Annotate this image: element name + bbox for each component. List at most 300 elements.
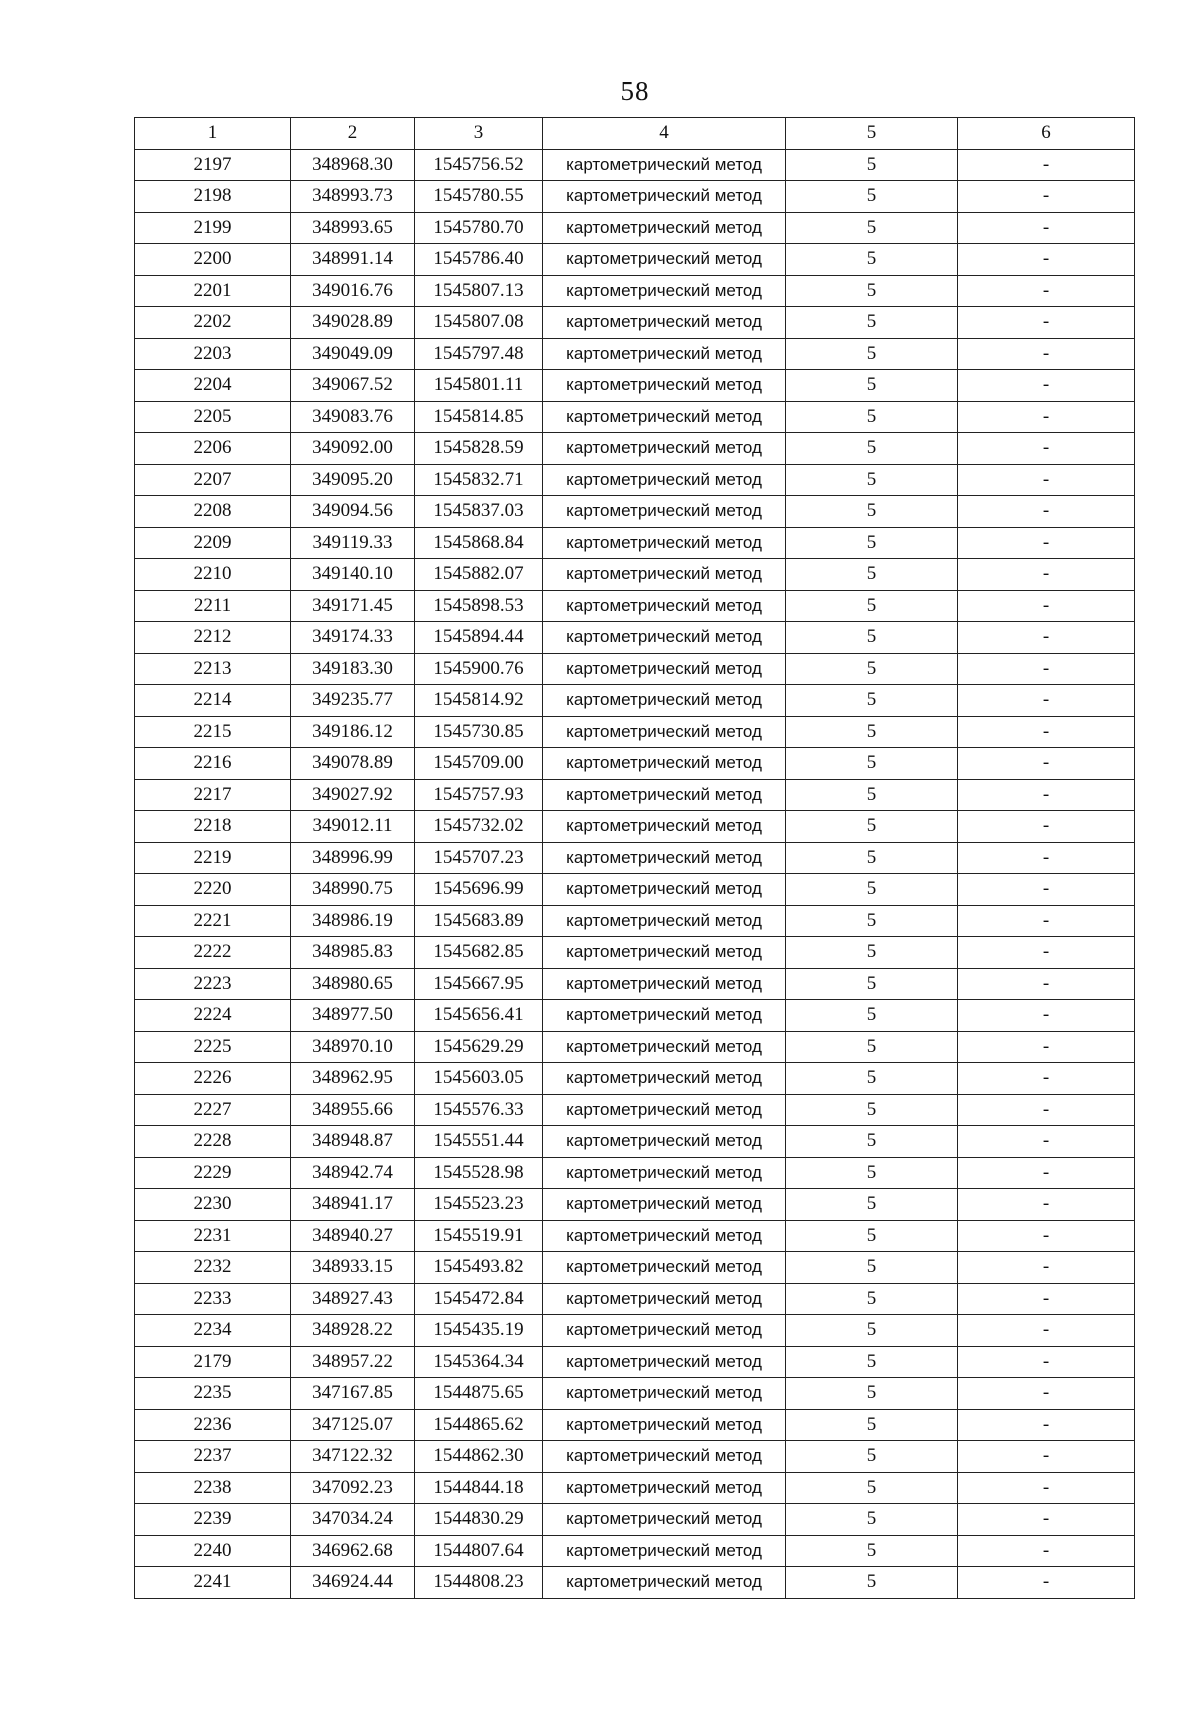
y-coordinate-cell: 1545837.03 (415, 496, 543, 528)
accuracy-cell: 5 (786, 1504, 958, 1536)
point-number-cell: 2225 (135, 1031, 291, 1063)
table-row (135, 779, 1135, 811)
page-number: 58 (620, 76, 650, 106)
method-cell: картометрический метод (543, 370, 786, 402)
y-coordinate-cell: 1545603.05 (415, 1063, 543, 1095)
y-coordinate-cell: 1545757.93 (415, 779, 543, 811)
x-coordinate-cell: 349174.33 (291, 622, 415, 654)
method-cell: картометрический метод (543, 874, 786, 906)
table-row (135, 905, 1135, 937)
note-cell: - (958, 1472, 1135, 1504)
table-row (135, 1000, 1135, 1032)
method-cell: картометрический метод (543, 1567, 786, 1599)
method-cell: картометрический метод (543, 716, 786, 748)
accuracy-cell: 5 (786, 716, 958, 748)
table-row (135, 1220, 1135, 1252)
column-header-1: 1 (135, 118, 291, 150)
note-cell: - (958, 1504, 1135, 1536)
x-coordinate-cell: 348993.73 (291, 181, 415, 213)
note-cell: - (958, 338, 1135, 370)
point-number-cell: 2226 (135, 1063, 291, 1095)
table-row (135, 1252, 1135, 1284)
table-row (135, 874, 1135, 906)
y-coordinate-cell: 1545797.48 (415, 338, 543, 370)
method-cell: картометрический метод (543, 937, 786, 969)
point-number-cell: 2199 (135, 212, 291, 244)
table-row (135, 244, 1135, 276)
y-coordinate-cell: 1545682.85 (415, 937, 543, 969)
note-cell: - (958, 1567, 1135, 1599)
column-header-2: 2 (291, 118, 415, 150)
y-coordinate-cell: 1545656.41 (415, 1000, 543, 1032)
note-cell: - (958, 1220, 1135, 1252)
x-coordinate-cell: 348977.50 (291, 1000, 415, 1032)
accuracy-cell: 5 (786, 874, 958, 906)
y-coordinate-cell: 1544807.64 (415, 1535, 543, 1567)
table-row (135, 937, 1135, 969)
y-coordinate-cell: 1545801.11 (415, 370, 543, 402)
accuracy-cell: 5 (786, 779, 958, 811)
x-coordinate-cell: 349171.45 (291, 590, 415, 622)
x-coordinate-cell: 349092.00 (291, 433, 415, 465)
accuracy-cell: 5 (786, 527, 958, 559)
point-number-cell: 2203 (135, 338, 291, 370)
method-cell: картометрический метод (543, 1126, 786, 1158)
table-row (135, 1283, 1135, 1315)
table-row (135, 685, 1135, 717)
note-cell: - (958, 937, 1135, 969)
table-header-row (135, 118, 1135, 150)
note-cell: - (958, 370, 1135, 402)
method-cell: картометрический метод (543, 905, 786, 937)
note-cell: - (958, 1283, 1135, 1315)
y-coordinate-cell: 1545364.34 (415, 1346, 543, 1378)
y-coordinate-cell: 1545894.44 (415, 622, 543, 654)
note-cell: - (958, 1535, 1135, 1567)
accuracy-cell: 5 (786, 559, 958, 591)
note-cell: - (958, 433, 1135, 465)
method-cell: картометрический метод (543, 622, 786, 654)
point-number-cell: 2210 (135, 559, 291, 591)
accuracy-cell: 5 (786, 811, 958, 843)
point-number-cell: 2241 (135, 1567, 291, 1599)
accuracy-cell: 5 (786, 937, 958, 969)
y-coordinate-cell: 1545786.40 (415, 244, 543, 276)
y-coordinate-cell: 1545898.53 (415, 590, 543, 622)
table-row (135, 401, 1135, 433)
y-coordinate-cell: 1545780.55 (415, 181, 543, 213)
accuracy-cell: 5 (786, 622, 958, 654)
accuracy-cell: 5 (786, 1409, 958, 1441)
x-coordinate-cell: 349028.89 (291, 307, 415, 339)
accuracy-cell: 5 (786, 338, 958, 370)
y-coordinate-cell: 1545756.52 (415, 149, 543, 181)
method-cell: картометрический метод (543, 1378, 786, 1410)
accuracy-cell: 5 (786, 181, 958, 213)
table-row (135, 748, 1135, 780)
x-coordinate-cell: 348941.17 (291, 1189, 415, 1221)
accuracy-cell: 5 (786, 464, 958, 496)
x-coordinate-cell: 348991.14 (291, 244, 415, 276)
table-row (135, 181, 1135, 213)
table-row (135, 433, 1135, 465)
x-coordinate-cell: 346962.68 (291, 1535, 415, 1567)
y-coordinate-cell: 1545519.91 (415, 1220, 543, 1252)
note-cell: - (958, 874, 1135, 906)
note-cell: - (958, 307, 1135, 339)
accuracy-cell: 5 (786, 244, 958, 276)
note-cell: - (958, 968, 1135, 1000)
method-cell: картометрический метод (543, 307, 786, 339)
point-number-cell: 2214 (135, 685, 291, 717)
point-number-cell: 2200 (135, 244, 291, 276)
y-coordinate-cell: 1545900.76 (415, 653, 543, 685)
accuracy-cell: 5 (786, 1567, 958, 1599)
x-coordinate-cell: 348970.10 (291, 1031, 415, 1063)
method-cell: картометрический метод (543, 181, 786, 213)
accuracy-cell: 5 (786, 590, 958, 622)
point-number-cell: 2232 (135, 1252, 291, 1284)
accuracy-cell: 5 (786, 1346, 958, 1378)
table-row (135, 653, 1135, 685)
note-cell: - (958, 842, 1135, 874)
note-cell: - (958, 779, 1135, 811)
note-cell: - (958, 905, 1135, 937)
accuracy-cell: 5 (786, 748, 958, 780)
note-cell: - (958, 559, 1135, 591)
y-coordinate-cell: 1545814.92 (415, 685, 543, 717)
point-number-cell: 2202 (135, 307, 291, 339)
x-coordinate-cell: 348955.66 (291, 1094, 415, 1126)
table-row (135, 716, 1135, 748)
accuracy-cell: 5 (786, 1441, 958, 1473)
note-cell: - (958, 1346, 1135, 1378)
accuracy-cell: 5 (786, 685, 958, 717)
accuracy-cell: 5 (786, 905, 958, 937)
method-cell: картометрический метод (543, 401, 786, 433)
table-row (135, 1094, 1135, 1126)
note-cell: - (958, 1094, 1135, 1126)
point-number-cell: 2216 (135, 748, 291, 780)
x-coordinate-cell: 349016.76 (291, 275, 415, 307)
x-coordinate-cell: 348980.65 (291, 968, 415, 1000)
table-row (135, 1378, 1135, 1410)
note-cell: - (958, 275, 1135, 307)
table-row (135, 527, 1135, 559)
x-coordinate-cell: 348986.19 (291, 905, 415, 937)
accuracy-cell: 5 (786, 1031, 958, 1063)
y-coordinate-cell: 1544844.18 (415, 1472, 543, 1504)
method-cell: картометрический метод (543, 1472, 786, 1504)
x-coordinate-cell: 347122.32 (291, 1441, 415, 1473)
method-cell: картометрический метод (543, 1504, 786, 1536)
note-cell: - (958, 181, 1135, 213)
column-header-6: 6 (958, 118, 1135, 150)
method-cell: картометрический метод (543, 433, 786, 465)
accuracy-cell: 5 (786, 1252, 958, 1284)
y-coordinate-cell: 1545707.23 (415, 842, 543, 874)
note-cell: - (958, 1252, 1135, 1284)
x-coordinate-cell: 348948.87 (291, 1126, 415, 1158)
table-row (135, 1315, 1135, 1347)
method-cell: картометрический метод (543, 1441, 786, 1473)
point-number-cell: 2222 (135, 937, 291, 969)
point-number-cell: 2220 (135, 874, 291, 906)
method-cell: картометрический метод (543, 559, 786, 591)
x-coordinate-cell: 349140.10 (291, 559, 415, 591)
y-coordinate-cell: 1545472.84 (415, 1283, 543, 1315)
note-cell: - (958, 1315, 1135, 1347)
accuracy-cell: 5 (786, 275, 958, 307)
table-row (135, 464, 1135, 496)
method-cell: картометрический метод (543, 527, 786, 559)
accuracy-cell: 5 (786, 1063, 958, 1095)
note-cell: - (958, 1189, 1135, 1221)
accuracy-cell: 5 (786, 149, 958, 181)
method-cell: картометрический метод (543, 1409, 786, 1441)
note-cell: - (958, 496, 1135, 528)
coordinates-table (134, 117, 1135, 1599)
x-coordinate-cell: 349049.09 (291, 338, 415, 370)
x-coordinate-cell: 349095.20 (291, 464, 415, 496)
method-cell: картометрический метод (543, 1535, 786, 1567)
y-coordinate-cell: 1545780.70 (415, 212, 543, 244)
point-number-cell: 2218 (135, 811, 291, 843)
point-number-cell: 2201 (135, 275, 291, 307)
y-coordinate-cell: 1545629.29 (415, 1031, 543, 1063)
y-coordinate-cell: 1545732.02 (415, 811, 543, 843)
point-number-cell: 2197 (135, 149, 291, 181)
point-number-cell: 2209 (135, 527, 291, 559)
point-number-cell: 2206 (135, 433, 291, 465)
y-coordinate-cell: 1545814.85 (415, 401, 543, 433)
note-cell: - (958, 1031, 1135, 1063)
table-row (135, 1441, 1135, 1473)
accuracy-cell: 5 (786, 496, 958, 528)
accuracy-cell: 5 (786, 968, 958, 1000)
method-cell: картометрический метод (543, 779, 786, 811)
accuracy-cell: 5 (786, 401, 958, 433)
x-coordinate-cell: 347125.07 (291, 1409, 415, 1441)
x-coordinate-cell: 349186.12 (291, 716, 415, 748)
method-cell: картометрический метод (543, 1063, 786, 1095)
table-row (135, 275, 1135, 307)
accuracy-cell: 5 (786, 1472, 958, 1504)
y-coordinate-cell: 1545696.99 (415, 874, 543, 906)
method-cell: картометрический метод (543, 1346, 786, 1378)
note-cell: - (958, 244, 1135, 276)
table-row (135, 1504, 1135, 1536)
method-cell: картометрический метод (543, 464, 786, 496)
accuracy-cell: 5 (786, 1315, 958, 1347)
point-number-cell: 2236 (135, 1409, 291, 1441)
note-cell: - (958, 653, 1135, 685)
point-number-cell: 2223 (135, 968, 291, 1000)
x-coordinate-cell: 346924.44 (291, 1567, 415, 1599)
note-cell: - (958, 149, 1135, 181)
point-number-cell: 2237 (135, 1441, 291, 1473)
table-row (135, 370, 1135, 402)
x-coordinate-cell: 349083.76 (291, 401, 415, 433)
table-row (135, 307, 1135, 339)
point-number-cell: 2204 (135, 370, 291, 402)
x-coordinate-cell: 348968.30 (291, 149, 415, 181)
method-cell: картометрический метод (543, 811, 786, 843)
y-coordinate-cell: 1545807.08 (415, 307, 543, 339)
accuracy-cell: 5 (786, 1126, 958, 1158)
y-coordinate-cell: 1544808.23 (415, 1567, 543, 1599)
accuracy-cell: 5 (786, 1220, 958, 1252)
x-coordinate-cell: 348985.83 (291, 937, 415, 969)
method-cell: картометрический метод (543, 968, 786, 1000)
point-number-cell: 2219 (135, 842, 291, 874)
table-row (135, 338, 1135, 370)
x-coordinate-cell: 348942.74 (291, 1157, 415, 1189)
point-number-cell: 2233 (135, 1283, 291, 1315)
accuracy-cell: 5 (786, 1535, 958, 1567)
x-coordinate-cell: 348940.27 (291, 1220, 415, 1252)
y-coordinate-cell: 1545832.71 (415, 464, 543, 496)
note-cell: - (958, 1126, 1135, 1158)
note-cell: - (958, 1409, 1135, 1441)
note-cell: - (958, 464, 1135, 496)
accuracy-cell: 5 (786, 433, 958, 465)
table-row (135, 590, 1135, 622)
point-number-cell: 2235 (135, 1378, 291, 1410)
table-row (135, 811, 1135, 843)
x-coordinate-cell: 349235.77 (291, 685, 415, 717)
method-cell: картометрический метод (543, 1031, 786, 1063)
method-cell: картометрический метод (543, 685, 786, 717)
x-coordinate-cell: 347092.23 (291, 1472, 415, 1504)
point-number-cell: 2231 (135, 1220, 291, 1252)
column-header-3: 3 (415, 118, 543, 150)
y-coordinate-cell: 1545576.33 (415, 1094, 543, 1126)
x-coordinate-cell: 348996.99 (291, 842, 415, 874)
y-coordinate-cell: 1544865.62 (415, 1409, 543, 1441)
x-coordinate-cell: 349119.33 (291, 527, 415, 559)
table-row (135, 1126, 1135, 1158)
method-cell: картометрический метод (543, 1252, 786, 1284)
method-cell: картометрический метод (543, 1283, 786, 1315)
note-cell: - (958, 1441, 1135, 1473)
note-cell: - (958, 1000, 1135, 1032)
table-row (135, 1346, 1135, 1378)
method-cell: картометрический метод (543, 244, 786, 276)
x-coordinate-cell: 349078.89 (291, 748, 415, 780)
x-coordinate-cell: 348990.75 (291, 874, 415, 906)
point-number-cell: 2238 (135, 1472, 291, 1504)
table-row (135, 622, 1135, 654)
y-coordinate-cell: 1545683.89 (415, 905, 543, 937)
note-cell: - (958, 622, 1135, 654)
point-number-cell: 2198 (135, 181, 291, 213)
x-coordinate-cell: 348962.95 (291, 1063, 415, 1095)
method-cell: картометрический метод (543, 212, 786, 244)
point-number-cell: 2179 (135, 1346, 291, 1378)
x-coordinate-cell: 349027.92 (291, 779, 415, 811)
y-coordinate-cell: 1545528.98 (415, 1157, 543, 1189)
note-cell: - (958, 401, 1135, 433)
x-coordinate-cell: 347167.85 (291, 1378, 415, 1410)
accuracy-cell: 5 (786, 1189, 958, 1221)
point-number-cell: 2229 (135, 1157, 291, 1189)
table-row (135, 1031, 1135, 1063)
accuracy-cell: 5 (786, 1378, 958, 1410)
note-cell: - (958, 685, 1135, 717)
method-cell: картометрический метод (543, 275, 786, 307)
table-row (135, 1063, 1135, 1095)
note-cell: - (958, 1378, 1135, 1410)
y-coordinate-cell: 1545709.00 (415, 748, 543, 780)
table-row (135, 1409, 1135, 1441)
note-cell: - (958, 716, 1135, 748)
method-cell: картометрический метод (543, 1000, 786, 1032)
table-row (135, 496, 1135, 528)
point-number-cell: 2240 (135, 1535, 291, 1567)
table-row (135, 559, 1135, 591)
column-header-5: 5 (786, 118, 958, 150)
point-number-cell: 2212 (135, 622, 291, 654)
accuracy-cell: 5 (786, 370, 958, 402)
table-row (135, 1567, 1135, 1599)
x-coordinate-cell: 348957.22 (291, 1346, 415, 1378)
method-cell: картометрический метод (543, 1157, 786, 1189)
method-cell: картометрический метод (543, 1315, 786, 1347)
method-cell: картометрический метод (543, 149, 786, 181)
point-number-cell: 2211 (135, 590, 291, 622)
y-coordinate-cell: 1544862.30 (415, 1441, 543, 1473)
point-number-cell: 2221 (135, 905, 291, 937)
x-coordinate-cell: 348928.22 (291, 1315, 415, 1347)
y-coordinate-cell: 1545868.84 (415, 527, 543, 559)
note-cell: - (958, 212, 1135, 244)
x-coordinate-cell: 347034.24 (291, 1504, 415, 1536)
point-number-cell: 2207 (135, 464, 291, 496)
point-number-cell: 2234 (135, 1315, 291, 1347)
table-row (135, 1189, 1135, 1221)
point-number-cell: 2217 (135, 779, 291, 811)
y-coordinate-cell: 1545667.95 (415, 968, 543, 1000)
point-number-cell: 2239 (135, 1504, 291, 1536)
accuracy-cell: 5 (786, 1157, 958, 1189)
method-cell: картометрический метод (543, 842, 786, 874)
point-number-cell: 2213 (135, 653, 291, 685)
method-cell: картометрический метод (543, 496, 786, 528)
accuracy-cell: 5 (786, 653, 958, 685)
accuracy-cell: 5 (786, 842, 958, 874)
note-cell: - (958, 1157, 1135, 1189)
y-coordinate-cell: 1544830.29 (415, 1504, 543, 1536)
point-number-cell: 2224 (135, 1000, 291, 1032)
y-coordinate-cell: 1545882.07 (415, 559, 543, 591)
table-row (135, 1157, 1135, 1189)
note-cell: - (958, 590, 1135, 622)
point-number-cell: 2205 (135, 401, 291, 433)
x-coordinate-cell: 349183.30 (291, 653, 415, 685)
table-row (135, 968, 1135, 1000)
note-cell: - (958, 811, 1135, 843)
note-cell: - (958, 527, 1135, 559)
table-row (135, 212, 1135, 244)
note-cell: - (958, 748, 1135, 780)
x-coordinate-cell: 348993.65 (291, 212, 415, 244)
x-coordinate-cell: 349012.11 (291, 811, 415, 843)
method-cell: картометрический метод (543, 338, 786, 370)
table-row (135, 1535, 1135, 1567)
point-number-cell: 2230 (135, 1189, 291, 1221)
y-coordinate-cell: 1545523.23 (415, 1189, 543, 1221)
